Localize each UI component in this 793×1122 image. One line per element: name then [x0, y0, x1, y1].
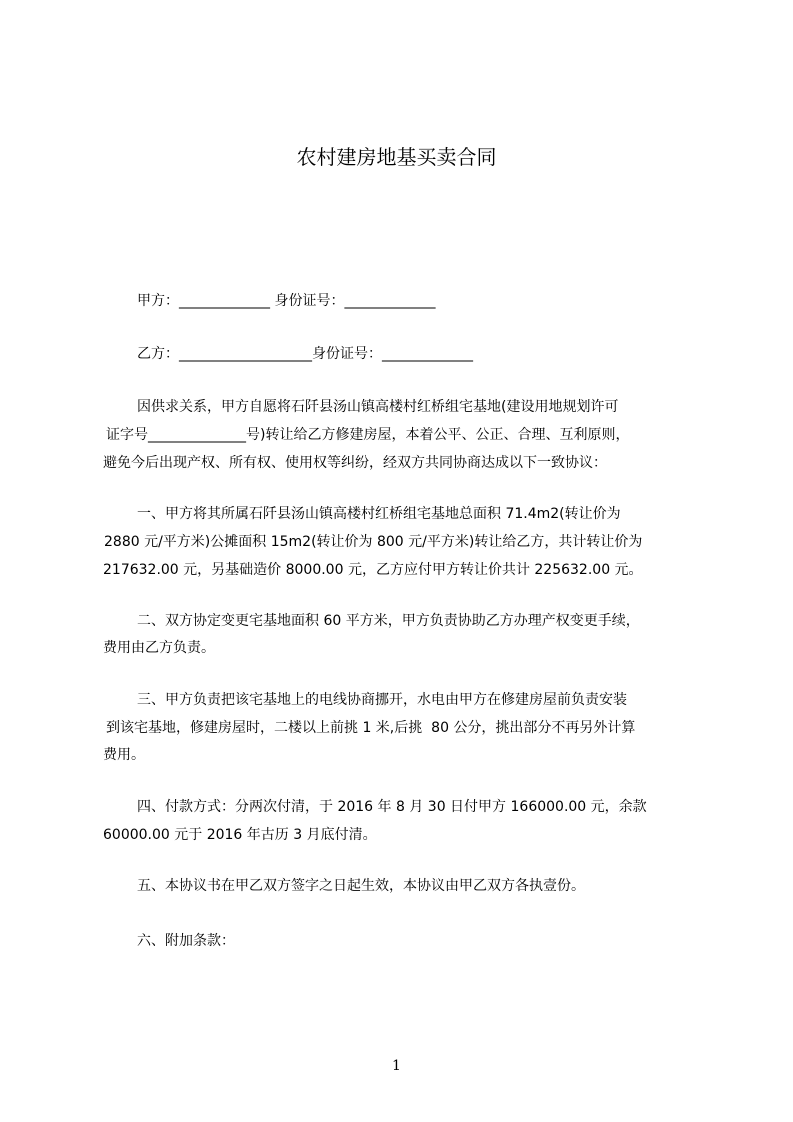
clause-3-line: 到该宅基地，修建房屋时，二楼以上前挑 1 米,后挑 80 公分，挑出部分不再另外计算 — [106, 720, 636, 736]
document-title: 农村建房地基买卖合同 — [296, 145, 497, 169]
clause-1-line: 一、甲方将其所属石阡县汤山镇高楼村红桥组宅基地总面积 71.4m2(转让价为 — [137, 506, 621, 522]
clause-6-line: 六、附加条款： — [137, 933, 235, 949]
intro-line: 避免今后出现产权、所有权、使用权等纠纷，经双方共同协商达成以下一致协议： — [103, 455, 607, 471]
clause-1-line: 217632.00 元，另基础造价 8000.00 元，乙方应付甲方转让价共计 225632.00 元。 — [103, 562, 643, 578]
clause-1-line: 2880 元/平方米)公摊面积 15m2(转让价为 800 元/平方米)转让给乙方，共计转让价为 — [104, 534, 643, 550]
clause-5-line: 五、本协议书在甲乙双方签字之日起生效，本协议由甲乙双方各执壹份。 — [137, 878, 585, 894]
intro-line: 因供求关系，甲方自愿将石阡县汤山镇高楼村红桥组宅基地(建设用地规划许可 — [137, 399, 619, 415]
clause-3-clip — [106, 718, 698, 738]
party-b-line: 乙方：___________________身份证号：_____________ — [137, 346, 473, 362]
party-a-line: 甲方：_____________ 身份证号：_____________ — [137, 293, 436, 309]
clause-4-line: 60000.00 元于 2016 年古历 3 月底付清。 — [103, 827, 377, 843]
clause-2-line: 二、双方协定变更宅基地面积 60 平方米，甲方负责协助乙方办理产权变更手续， — [137, 613, 640, 629]
page-number: 1 — [392, 1058, 401, 1074]
clause-4-line: 四、付款方式：分两次付清，于 2016 年 8 月 30 日付甲方 166000.00 元，余款 — [137, 799, 647, 815]
clause-3-line: 费用。 — [103, 747, 145, 763]
clause-2-line: 费用由乙方负责。 — [103, 640, 215, 656]
clause-3-line: 三、甲方负责把该宅基地上的电线协商挪开，水电由甲方在修建房屋前负责安装 — [137, 692, 627, 708]
intro-line: 证字号______________号)转让给乙方修建房屋，本着公平、公正、合理、互利原则， — [106, 427, 630, 443]
